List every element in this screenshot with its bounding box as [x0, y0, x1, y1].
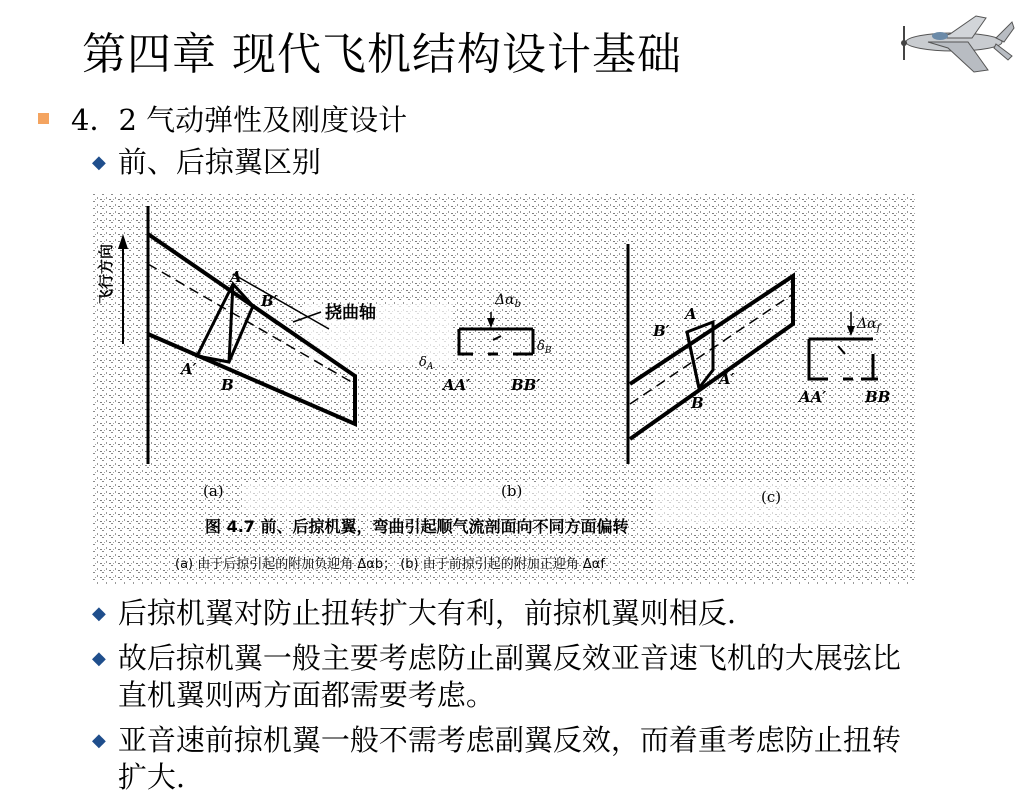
label-B-a: B: [221, 376, 234, 394]
label-A-c: A: [685, 305, 697, 323]
bullet-text: 亚音速前掠机翼一般不需考虑副翼反效，而着重考虑防止扭转扩大.: [117, 723, 901, 794]
section-title: 4．2 气动弹性及刚度设计: [71, 103, 408, 137]
square-bullet-icon: [38, 113, 49, 124]
airplane-icon: [888, 8, 1016, 78]
figure-caption: 图 4.7 前、后掠机翼，弯曲引起顺气流剖面向不同方面偏转: [205, 517, 629, 536]
diamond-bullet-icon: ◆: [92, 603, 106, 624]
label-B-c: B: [691, 394, 704, 412]
subfigure-b-label: (b): [501, 482, 523, 500]
label-Ap-c: A′: [719, 370, 735, 388]
label-Ap-a: A′: [181, 360, 197, 378]
delta-alpha-b-label: $\Delta\alpha_b$: [495, 292, 521, 310]
diamond-bullet-icon: ◆: [92, 730, 106, 751]
label-A-a: A: [230, 268, 242, 286]
label-Bp-c: B′: [653, 322, 670, 340]
delta-B-label: $\delta_B$: [537, 339, 552, 356]
delta-A-label: $\delta_A$: [419, 355, 434, 372]
figure-4-7: [93, 194, 915, 584]
subfigure-a-label: (a): [203, 482, 224, 500]
delta-alpha-f-label: $\Delta\alpha_f$: [857, 316, 881, 334]
page-title: 第四章 现代飞机结构设计基础: [82, 29, 682, 80]
section-heading: [38, 98, 407, 139]
subfigure-c-label: (c): [761, 488, 782, 506]
figure-caption-detail: (a) 由于后掠引起的附加负迎角 Δαb； (b) 由于前掠引起的附加正迎角 Δαf: [175, 557, 605, 572]
label-BB-b: BB′: [511, 376, 541, 394]
label-BB-c: BB: [865, 388, 891, 406]
bullet-item: [92, 640, 908, 714]
flight-direction-label: 飞行方向: [97, 243, 115, 304]
bullet-item: [92, 595, 908, 633]
bullet-item: [92, 722, 908, 796]
diamond-bullet-icon: ◆: [92, 648, 106, 669]
bullet-text: 故后掠机翼一般主要考虑防止副翼反效亚音速飞机的大展弦比直机翼则两方面都需要考虑。: [117, 641, 901, 712]
bullet-text: 后掠机翼对防止扭转扩大有利，前掠机翼则相反.: [117, 596, 737, 630]
sub-heading-text: 前、后掠翼区别: [117, 145, 321, 179]
diamond-bullet-icon: ◆: [92, 152, 106, 173]
sub-heading: [92, 144, 908, 182]
label-AA-b: AA′: [443, 376, 471, 394]
label-AA-c: AA′: [799, 388, 827, 406]
label-Bp-a: B′: [261, 292, 278, 310]
flex-axis-label: 挠曲轴: [325, 303, 376, 323]
